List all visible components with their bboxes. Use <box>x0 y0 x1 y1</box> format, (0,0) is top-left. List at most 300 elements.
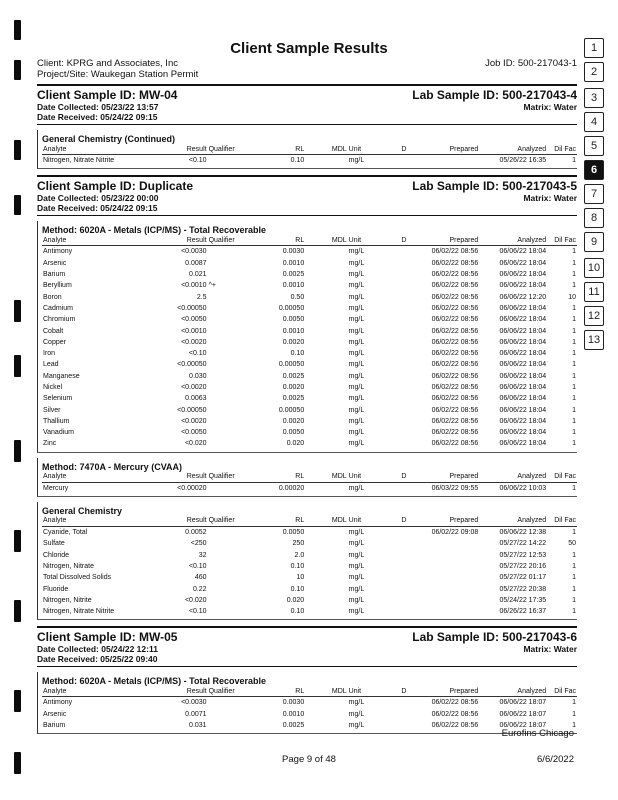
table-cell <box>305 359 347 370</box>
table-cell <box>397 337 412 348</box>
table-cell <box>208 337 259 348</box>
table-cell: 1 <box>572 574 576 582</box>
table-cell <box>397 359 412 370</box>
table-cell <box>397 550 412 561</box>
table-cell <box>305 595 347 606</box>
table-cell: 0.0025 <box>282 722 305 730</box>
table-cell: Thallium <box>43 417 70 425</box>
table-cell: mg/L <box>348 562 365 570</box>
column-header: Prepared <box>411 235 479 246</box>
table-cell: 06/06/22 18:04 <box>499 316 547 324</box>
table-cell: 1 <box>572 585 576 593</box>
table-cell <box>305 155 347 167</box>
table-cell: mg/L <box>348 596 365 604</box>
date-collected: Date Collected: 05/24/22 12:11 <box>37 644 158 655</box>
date-received: Date Received: 05/25/22 09:40 <box>37 654 577 667</box>
table-cell: <0.0020 <box>181 338 207 346</box>
method-block <box>37 458 577 497</box>
client-sample-id: Client Sample ID: MW-05 <box>37 630 178 645</box>
table-cell <box>397 269 412 280</box>
table-cell: 0.030 <box>189 372 207 380</box>
table-cell: 05/27/22 14:22 <box>499 540 547 548</box>
table-row <box>42 550 577 561</box>
table-cell <box>305 337 347 348</box>
table-cell: Nitrogen, Nitrate <box>43 562 94 570</box>
table-cell: Arsenic <box>43 710 67 718</box>
table-cell <box>305 314 347 325</box>
table-cell: 1 <box>572 248 576 256</box>
column-header: Qualifier <box>208 144 259 155</box>
table-cell: Mercury <box>43 484 69 492</box>
table-cell: 06/02/22 08:56 <box>431 304 479 312</box>
table-row <box>42 438 577 449</box>
table-cell <box>305 709 347 720</box>
table-cell: 1 <box>572 722 576 730</box>
table-cell: 1 <box>572 395 576 403</box>
table-cell: 0.0087 <box>185 259 207 267</box>
matrix: Matrix: Water <box>523 102 577 112</box>
table-row <box>42 393 577 404</box>
table-cell: Zinc <box>43 440 57 448</box>
sample-header <box>37 175 577 216</box>
table-cell <box>208 709 259 720</box>
column-header: Dil Fac <box>547 472 577 483</box>
table-cell <box>305 325 347 336</box>
table-cell: <0.00050 <box>177 361 207 369</box>
table-cell: Iron <box>43 350 56 358</box>
table-cell: 1 <box>572 338 576 346</box>
table-cell: Silver <box>43 406 61 414</box>
section-tab[interactable]: 13 <box>584 330 604 350</box>
table-row <box>42 382 577 393</box>
table-row <box>42 482 577 494</box>
table-cell: 06/06/22 18:04 <box>499 304 547 312</box>
table-cell: mg/L <box>348 259 365 267</box>
table-cell: Sulfate <box>43 540 65 548</box>
column-header: MDL <box>305 686 347 697</box>
table-cell: 06/26/22 16:37 <box>499 608 547 616</box>
table-cell: 1 <box>572 551 576 559</box>
table-cell: 06/02/22 08:56 <box>431 710 479 718</box>
table-cell: <0.00020 <box>177 484 207 492</box>
table-cell: 0.0010 <box>282 282 305 290</box>
table-row <box>42 280 577 291</box>
table-cell <box>397 404 412 415</box>
date-received: Date Received: 05/24/22 09:15 <box>37 203 577 216</box>
table-cell <box>208 291 259 302</box>
table-cell <box>208 404 259 415</box>
section-tab[interactable]: 10 <box>584 258 604 278</box>
section-tab[interactable]: 4 <box>584 112 604 132</box>
table-cell <box>397 538 412 549</box>
table-cell <box>397 561 412 572</box>
table-cell: 1 <box>572 259 576 267</box>
table-row <box>42 246 577 258</box>
table-cell: mg/L <box>348 327 365 335</box>
table-cell: 06/06/22 18:04 <box>499 350 547 358</box>
table-cell: Copper <box>43 338 66 346</box>
method-title: Method: 6020A - Metals (ICP/MS) - Total Recoverable <box>42 225 267 236</box>
section-tab[interactable]: 5 <box>584 136 604 156</box>
table-cell <box>208 269 259 280</box>
table-cell: mg/L <box>348 248 365 256</box>
table-cell <box>208 314 259 325</box>
column-header: Analyzed <box>479 686 547 697</box>
column-header: Unit <box>348 472 397 483</box>
table-cell: 0.020 <box>286 596 305 604</box>
table-cell: 0.0020 <box>282 338 305 346</box>
table-cell: 0.0052 <box>185 529 207 537</box>
table-cell <box>208 382 259 393</box>
table-cell: mg/L <box>348 574 365 582</box>
table-cell: 1 <box>572 710 576 718</box>
table-cell <box>397 595 412 606</box>
table-cell: 06/02/22 08:56 <box>431 282 479 290</box>
column-header: Result <box>167 472 207 483</box>
table-cell: 250 <box>292 540 305 548</box>
table-header-row <box>42 235 577 246</box>
column-header: Analyte <box>42 235 167 246</box>
method-block <box>37 130 577 169</box>
results-table <box>42 686 577 731</box>
table-cell: Fluoride <box>43 585 69 593</box>
table-cell <box>208 561 259 572</box>
column-header: Qualifier <box>208 472 259 483</box>
column-header: Analyte <box>42 472 167 483</box>
table-cell <box>397 606 412 617</box>
table-cell <box>208 538 259 549</box>
table-cell: 1 <box>572 562 576 570</box>
section-tab[interactable]: 1 <box>584 38 604 58</box>
table-cell: 1 <box>572 699 576 707</box>
table-cell <box>397 155 412 167</box>
date-collected-row <box>37 102 577 112</box>
lab-sample-id: Lab Sample ID: 500-217043-4 <box>412 88 577 102</box>
table-cell <box>397 348 412 359</box>
table-cell <box>305 258 347 269</box>
table-cell: 1 <box>572 157 576 165</box>
table-cell <box>397 572 412 583</box>
table-cell <box>208 371 259 382</box>
table-cell <box>305 280 347 291</box>
table-cell <box>305 561 347 572</box>
lab-sample-id: Lab Sample ID: 500-217043-6 <box>412 630 577 645</box>
column-header: RL <box>259 516 306 527</box>
table-cell: <0.0050 <box>181 429 207 437</box>
table-cell: 1 <box>572 304 576 312</box>
table-cell: 1 <box>572 406 576 414</box>
table-cell <box>305 246 347 258</box>
table-header-row <box>42 516 577 527</box>
table-cell: 06/02/22 08:56 <box>431 699 479 707</box>
section-tab[interactable]: 3 <box>584 88 604 108</box>
table-cell <box>208 246 259 258</box>
table-cell: Nitrogen, Nitrate Nitrite <box>43 157 115 165</box>
section-tab[interactable]: 6 <box>584 160 604 180</box>
project-site: Project/Site: Waukegan Station Permit <box>37 69 199 80</box>
table-cell <box>208 606 259 617</box>
date-collected-row <box>37 193 577 203</box>
table-cell: 0.0020 <box>282 384 305 391</box>
table-cell: 0.10 <box>290 608 305 616</box>
table-cell: 06/02/22 08:56 <box>431 327 479 335</box>
report-date: 6/6/2022 <box>537 754 574 765</box>
table-cell: 2.5 <box>196 293 207 301</box>
section-tab[interactable]: 8 <box>584 208 604 228</box>
table-cell: 05/27/22 01:17 <box>499 574 547 582</box>
table-cell: mg/L <box>348 338 365 346</box>
column-header: D <box>397 235 412 246</box>
table-cell: mg/L <box>348 350 365 358</box>
column-header: Analyte <box>42 686 167 697</box>
column-header: Prepared <box>411 144 479 155</box>
column-header: Result <box>167 516 207 527</box>
table-cell: Beryllium <box>43 282 72 290</box>
table-cell <box>397 393 412 404</box>
section-tab[interactable]: 12 <box>584 306 604 326</box>
table-cell: 0.0025 <box>282 372 305 380</box>
column-header: Qualifier <box>208 686 259 697</box>
client-name: Client: KPRG and Associates, Inc <box>37 58 178 69</box>
table-row <box>42 697 577 709</box>
table-cell <box>397 303 412 314</box>
table-cell <box>397 280 412 291</box>
table-cell: 06/02/22 08:56 <box>431 361 479 369</box>
table-cell: 0.020 <box>286 440 305 448</box>
matrix: Matrix: Water <box>523 644 577 655</box>
table-cell: 0.00020 <box>278 484 305 492</box>
table-cell: 0.0050 <box>282 529 305 537</box>
table-cell: 0.021 <box>189 271 207 279</box>
column-header: Prepared <box>411 686 479 697</box>
table-cell: 0.00050 <box>278 406 305 414</box>
date-collected: Date Collected: 05/23/22 13:57 <box>37 102 159 112</box>
table-cell: 1 <box>572 282 576 290</box>
table-cell: <0.0030 <box>181 699 207 707</box>
table-cell: Lead <box>43 361 59 369</box>
table-cell <box>208 595 259 606</box>
table-cell: <0.0010 <box>181 282 207 290</box>
column-header: MDL <box>305 144 347 155</box>
table-cell: Chromium <box>43 316 76 324</box>
table-cell: 0.0063 <box>185 395 207 403</box>
table-cell: Vanadium <box>43 429 75 437</box>
job-id: Job ID: 500-217043-1 <box>485 58 577 69</box>
table-cell: 0.10 <box>290 157 305 165</box>
lab-sample-id: Lab Sample ID: 500-217043-5 <box>412 179 577 194</box>
binder-mark <box>14 195 21 215</box>
binder-mark <box>14 300 21 322</box>
table-cell <box>305 382 347 393</box>
table-cell <box>397 325 412 336</box>
matrix: Matrix: Water <box>523 193 577 204</box>
table-cell: 06/02/22 08:56 <box>431 316 479 324</box>
section-tab[interactable]: 7 <box>584 184 604 204</box>
table-cell: mg/L <box>348 484 365 492</box>
table-cell: 0.0010 <box>282 710 305 718</box>
table-cell: 06/06/22 18:04 <box>499 395 547 403</box>
method-title: General Chemistry (Continued) <box>42 134 176 144</box>
table-cell: mg/L <box>348 282 365 290</box>
table-header-row <box>42 144 577 155</box>
sample-header <box>37 626 577 667</box>
column-header: Prepared <box>411 472 479 483</box>
sample-id-row <box>37 179 577 193</box>
table-cell: mg/L <box>348 271 365 279</box>
table-row <box>42 337 577 348</box>
table-row <box>42 583 577 594</box>
column-header: Unit <box>348 516 397 527</box>
table-cell: 05/26/22 16:35 <box>499 157 547 165</box>
table-cell: <0.00050 <box>177 304 207 312</box>
table-cell <box>208 482 259 494</box>
table-cell: 06/06/22 18:04 <box>499 429 547 437</box>
table-cell <box>411 538 479 549</box>
table-cell: <0.020 <box>184 596 207 604</box>
table-cell: mg/L <box>348 699 365 707</box>
table-cell <box>305 572 347 583</box>
table-cell: <0.0030 <box>181 248 207 256</box>
table-cell <box>208 303 259 314</box>
table-cell <box>397 246 412 258</box>
binder-mark <box>14 355 21 377</box>
table-cell <box>208 348 259 359</box>
table-cell: mg/L <box>348 304 365 312</box>
table-cell <box>411 550 479 561</box>
table-row <box>42 269 577 280</box>
table-row <box>42 325 577 336</box>
column-header: Result <box>167 686 207 697</box>
table-cell: Nitrogen, Nitrite <box>43 596 92 604</box>
table-cell <box>305 291 347 302</box>
table-cell: 1 <box>572 596 576 604</box>
table-cell: mg/L <box>348 406 365 414</box>
table-cell: Manganese <box>43 372 80 380</box>
table-cell: 06/06/22 18:04 <box>499 384 547 391</box>
table-cell <box>305 393 347 404</box>
table-cell: 06/06/22 18:04 <box>499 259 547 267</box>
client-sample-id: Client Sample ID: MW-04 <box>37 88 178 102</box>
table-cell: Antimony <box>43 699 73 707</box>
column-header: Analyzed <box>479 235 547 246</box>
table-cell <box>305 720 347 731</box>
sample-id-row <box>37 630 577 644</box>
section-tab[interactable]: 11 <box>584 282 604 302</box>
lab-name: Eurofins Chicago <box>501 728 574 739</box>
table-cell <box>305 438 347 449</box>
table-cell: Barium <box>43 271 66 279</box>
table-header-row <box>42 686 577 697</box>
table-cell: 0.0030 <box>282 248 305 256</box>
table-cell: Total Dissolved Solids <box>43 574 112 582</box>
column-header: D <box>397 686 412 697</box>
table-cell: mg/L <box>348 417 365 425</box>
table-cell <box>208 416 259 427</box>
section-tab[interactable]: 2 <box>584 62 604 82</box>
table-cell: 05/27/22 20:38 <box>499 585 547 593</box>
table-cell <box>411 583 479 594</box>
table-cell: 0.0071 <box>185 710 207 718</box>
table-row <box>42 371 577 382</box>
table-cell: 06/02/22 08:56 <box>431 293 479 301</box>
table-cell <box>411 561 479 572</box>
table-cell: 06/06/22 12:20 <box>499 293 547 301</box>
table-cell: mg/L <box>348 316 365 324</box>
table-cell: 05/27/22 20:16 <box>499 562 547 570</box>
column-header: Dil Fac <box>547 516 577 527</box>
table-row <box>42 303 577 314</box>
table-cell: 0.50 <box>290 293 305 301</box>
table-cell <box>305 427 347 438</box>
method-title: General Chemistry <box>42 505 123 516</box>
column-header: RL <box>259 472 306 483</box>
table-cell: Nitrogen, Nitrate Nitrite <box>43 608 115 616</box>
section-tab[interactable]: 9 <box>584 232 604 252</box>
table-cell: mg/L <box>348 157 365 165</box>
table-cell: 0.0030 <box>282 699 305 707</box>
table-cell: mg/L <box>348 529 365 537</box>
method-title: Method: 6020A - Metals (ICP/MS) - Total Recoverable <box>42 676 267 687</box>
table-cell <box>305 303 347 314</box>
table-row <box>42 427 577 438</box>
table-cell <box>397 427 412 438</box>
table-cell <box>208 572 259 583</box>
sample-section <box>37 626 577 734</box>
method-title: Method: 7470A - Mercury (CVAA) <box>42 461 183 472</box>
table-cell: 0.0025 <box>282 395 305 403</box>
table-cell: 10 <box>296 574 305 582</box>
table-cell <box>411 595 479 606</box>
table-cell <box>397 371 412 382</box>
column-header: Unit <box>348 144 397 155</box>
table-cell <box>305 550 347 561</box>
table-cell: 06/06/22 18:04 <box>499 417 547 425</box>
table-cell <box>208 325 259 336</box>
table-cell <box>397 720 412 731</box>
table-cell: 06/06/22 18:04 <box>499 406 547 414</box>
table-cell: mg/L <box>348 372 365 380</box>
table-cell <box>305 583 347 594</box>
table-cell: 06/02/22 08:56 <box>431 429 479 437</box>
table-cell: Cyanide, Total <box>43 529 88 537</box>
table-cell: Cadmium <box>43 304 73 312</box>
method-block <box>37 672 577 734</box>
table-row <box>42 606 577 617</box>
table-cell: Arsenic <box>43 259 67 267</box>
table-cell: 1 <box>572 440 576 448</box>
page-title: Client Sample Results <box>230 40 388 57</box>
table-cell <box>305 371 347 382</box>
table-row <box>42 572 577 583</box>
table-cell: 1 <box>572 608 576 616</box>
date-collected: Date Collected: 05/23/22 00:00 <box>37 193 159 204</box>
client-header-row <box>37 58 577 69</box>
table-cell: 1 <box>572 417 576 425</box>
results-content <box>37 84 577 734</box>
results-table <box>42 144 577 166</box>
table-cell: 05/24/22 17:35 <box>499 596 547 604</box>
table-row <box>42 258 577 269</box>
client-sample-id: Client Sample ID: Duplicate <box>37 179 194 194</box>
table-cell: <0.0050 <box>181 316 207 324</box>
table-cell: 06/02/22 08:56 <box>431 372 479 380</box>
table-cell: ^+ <box>208 282 216 290</box>
table-cell <box>305 526 347 538</box>
table-cell <box>411 606 479 617</box>
table-cell: 06/02/22 08:56 <box>431 248 479 256</box>
table-cell: 0.22 <box>192 585 207 593</box>
column-header: Result <box>167 235 207 246</box>
